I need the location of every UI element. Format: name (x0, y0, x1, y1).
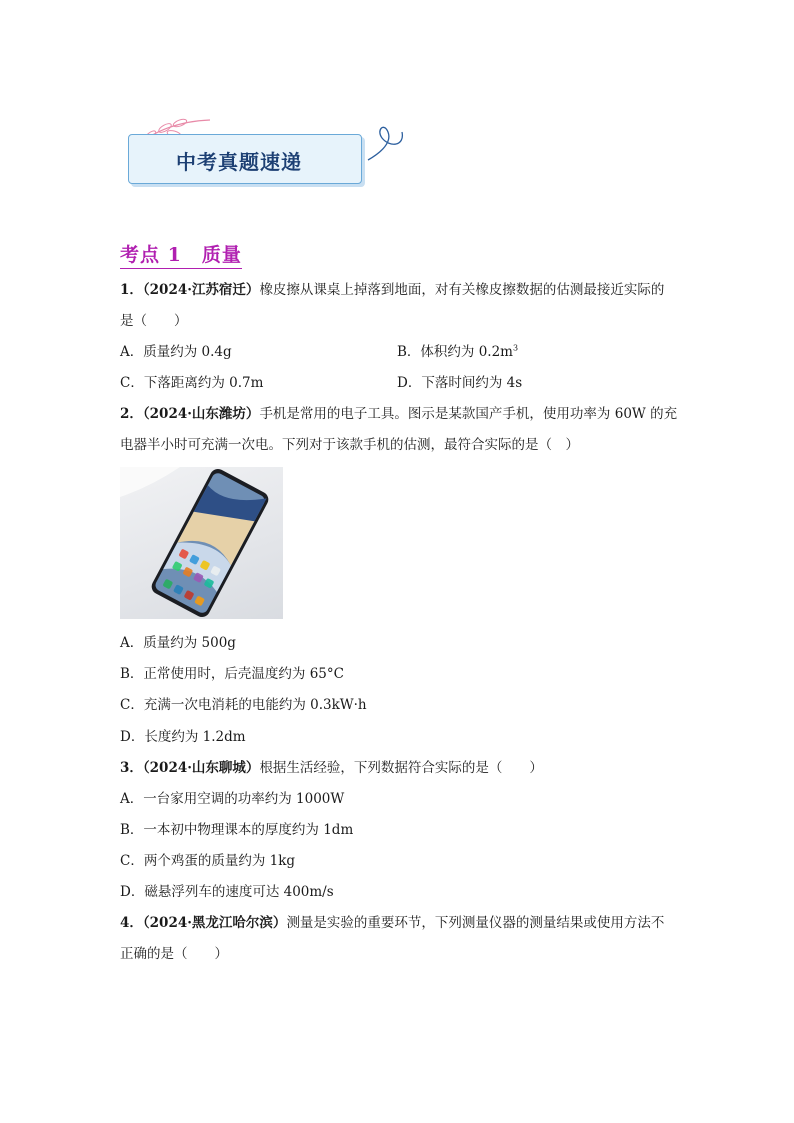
banner-title: 中考真题速递 (176, 150, 302, 174)
q1-option-a: A．质量约为 0.4g (120, 344, 232, 360)
q3-number: 3． (120, 760, 143, 776)
q2-stem-line2: 电器半小时可充满一次电。下列对于该款手机的估测，最符合实际的是（ ） (120, 437, 579, 453)
q3-option-c: C．两个鸡蛋的质量约为 1kg (120, 853, 296, 869)
q1-option-b-exponent: 3 (512, 343, 519, 353)
q2-option-b: B．正常使用时，后壳温度约为 65°C (120, 666, 344, 682)
q3-option-a: A．一台家用空调的功率约为 1000W (120, 791, 345, 807)
q2-source: （2024·山东潍坊） (142, 406, 260, 422)
q2-stem-text1: 手机是常用的电子工具。图示是某款国产手机，使用功率为 60W 的充 (259, 406, 678, 422)
q2-stem-line1 (120, 404, 677, 424)
q1-stem-text1: 橡皮擦从课桌上掉落到地面，对有关橡皮擦数据的估测最接近实际的 (259, 282, 665, 298)
q3-source: （2024·山东聊城） (142, 760, 260, 776)
section-title: 考点 1 质量 (120, 240, 242, 269)
q1-option-d: D．下落时间约为 4s (397, 375, 523, 391)
q1-option-b-text: B．体积约为 0.2m (397, 344, 513, 360)
q1-option-b (397, 342, 518, 362)
q4-stem-line1 (120, 913, 664, 933)
q3-option-d: D．磁悬浮列车的速度可达 400m/s (120, 884, 334, 900)
q2-option-d: D．长度约为 1.2dm (120, 729, 246, 745)
q3-stem-text1: 根据生活经验，下列数据符合实际的是（ ） (259, 760, 543, 776)
phone-image (120, 467, 283, 619)
q1-option-c: C．下落距离约为 0.7m (120, 375, 264, 391)
phone-illustration-icon (120, 467, 283, 619)
q2-option-a: A．质量约为 500g (120, 635, 236, 651)
q2-option-c: C．充满一次电消耗的电能约为 0.3kW·h (120, 697, 367, 713)
q2-number: 2． (120, 406, 143, 422)
q1-stem-line2: 是（ ） (120, 313, 188, 329)
q4-source: （2024·黑龙江哈尔滨） (142, 915, 287, 931)
q4-stem-text1: 测量是实验的重要环节，下列测量仪器的测量结果或使用方法不 (286, 915, 665, 931)
q1-stem-line1 (120, 280, 664, 300)
section-banner (120, 112, 420, 197)
q4-stem-line2: 正确的是（ ） (120, 946, 228, 962)
q3-stem-line1 (120, 758, 543, 778)
q1-source: （2024·江苏宿迁） (142, 282, 260, 298)
q3-option-b: B．一本初中物理课本的厚度约为 1dm (120, 822, 354, 838)
q1-number: 1． (120, 282, 143, 298)
q4-number: 4． (120, 915, 143, 931)
